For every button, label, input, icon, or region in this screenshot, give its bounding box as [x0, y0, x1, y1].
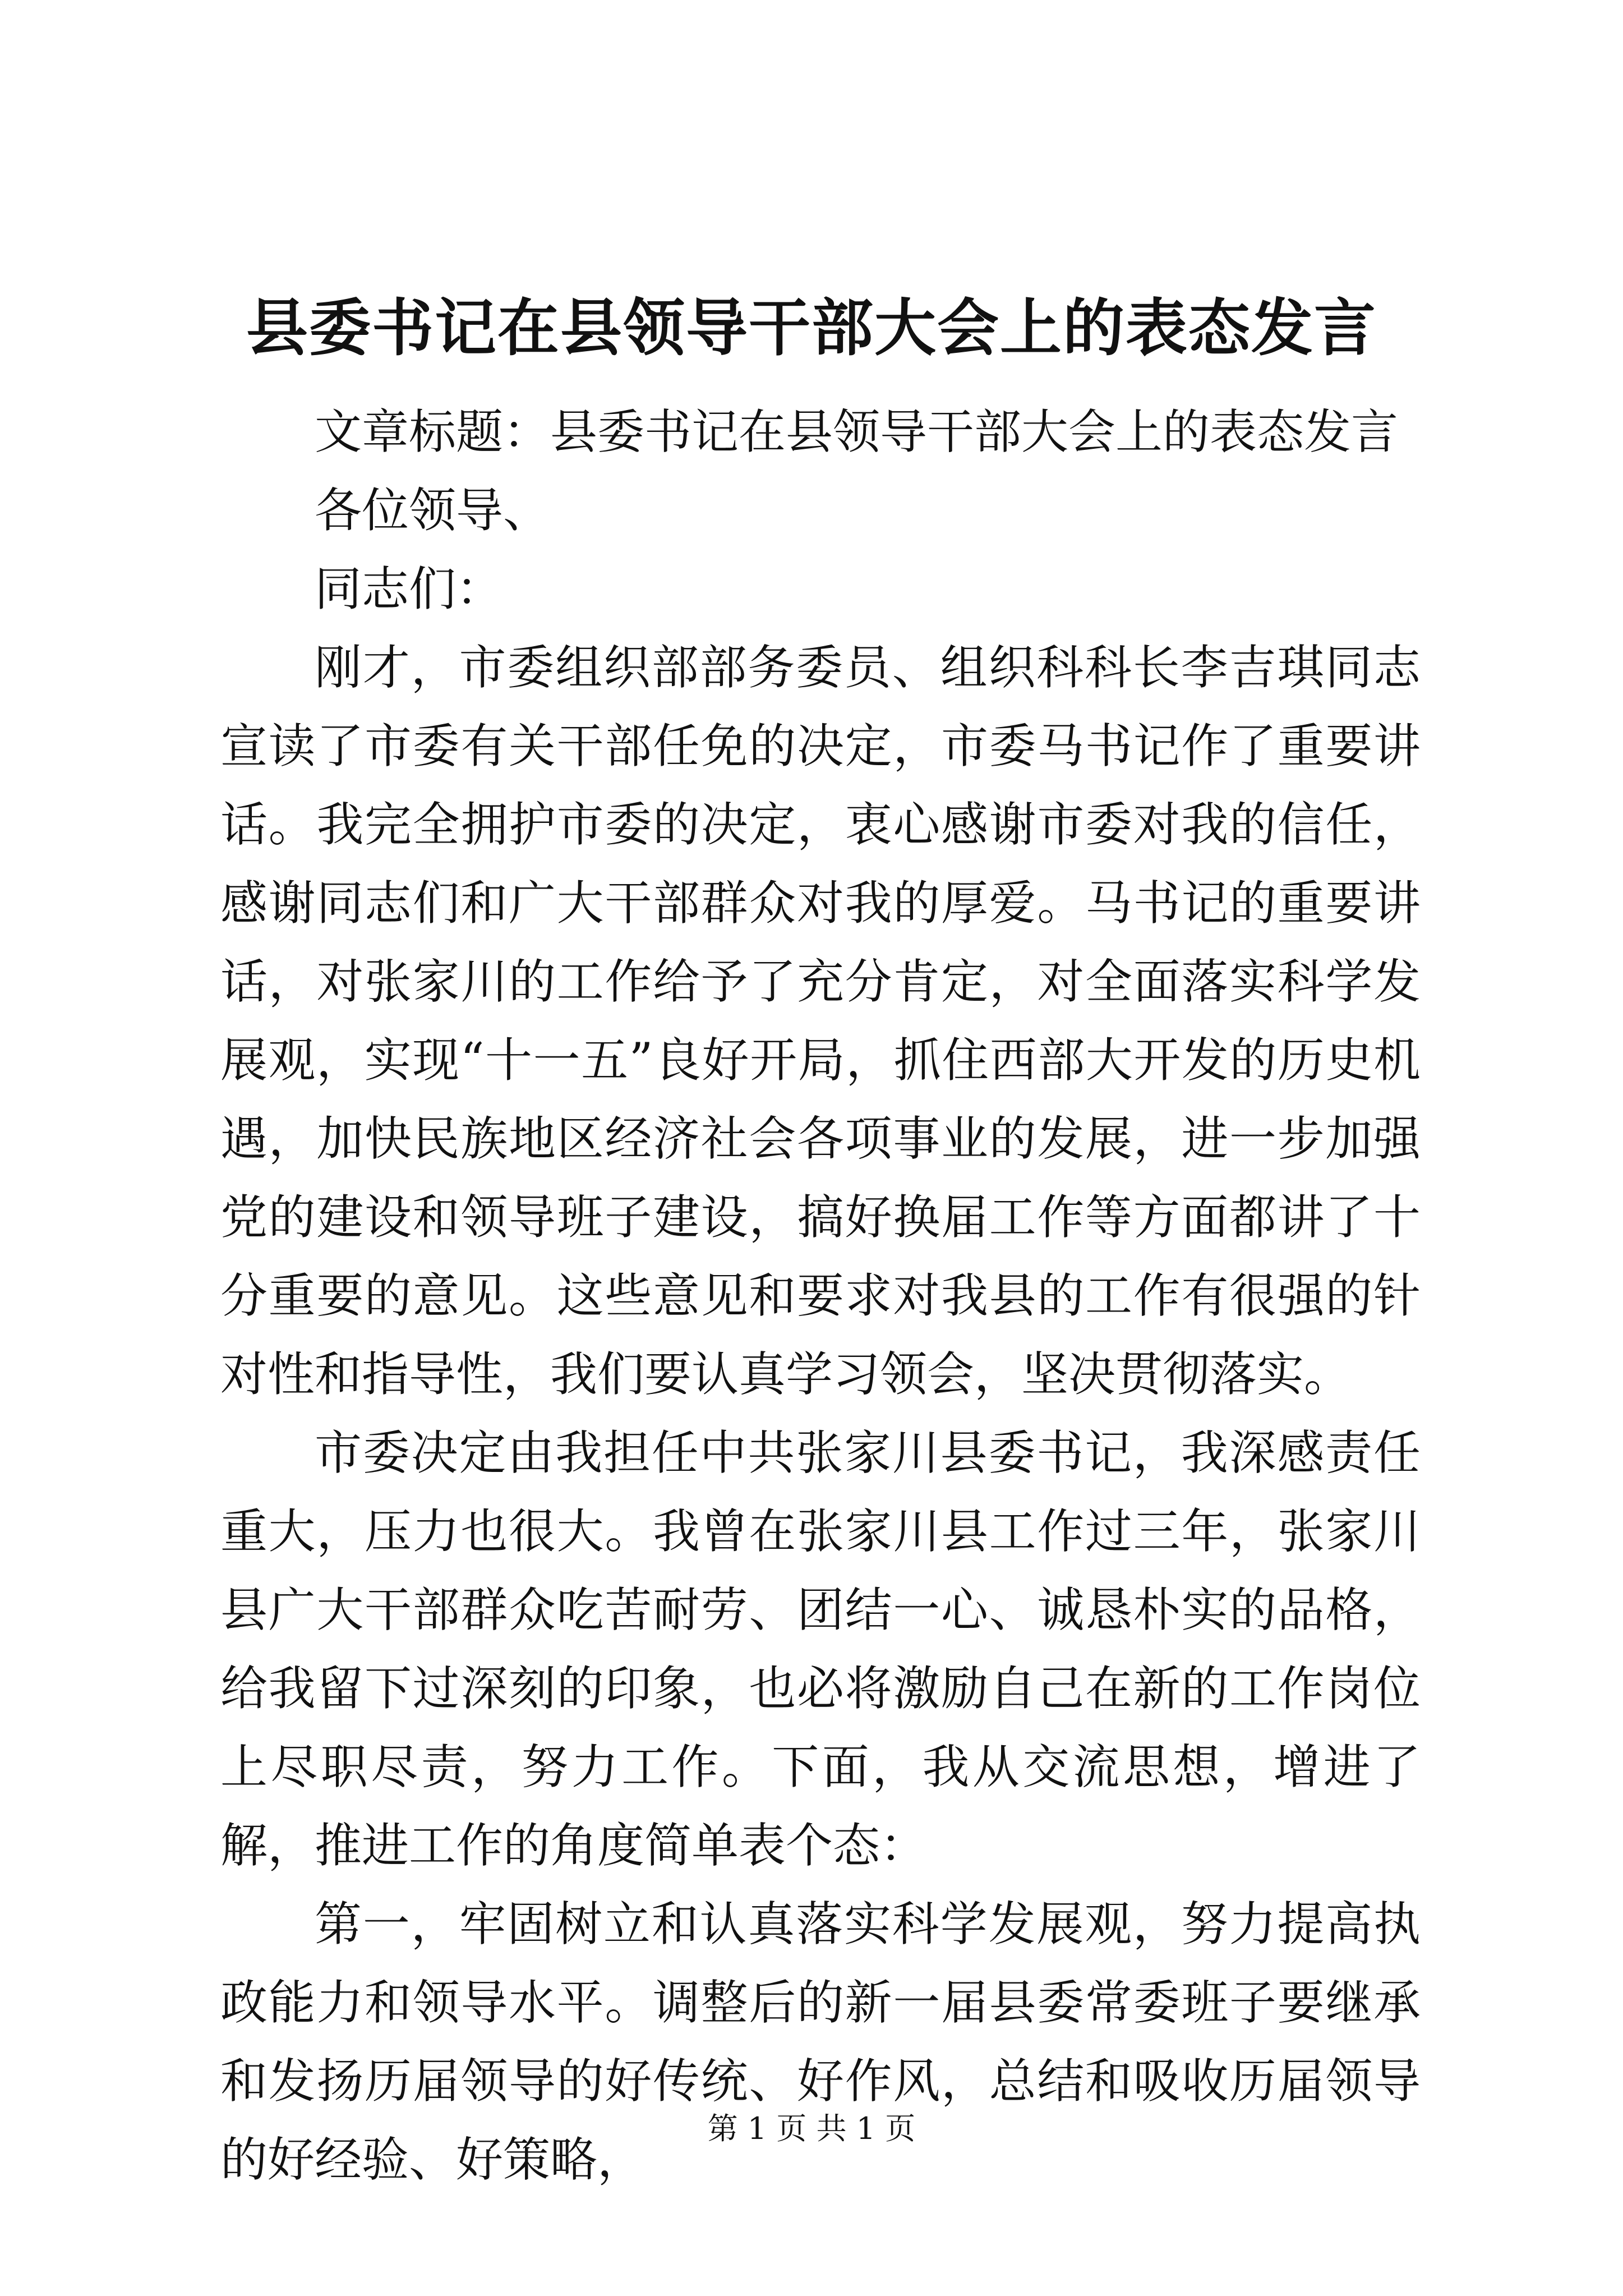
paragraph-body: 市委决定由我担任中共张家川县委书记，我深感责任重大，压力也很大。我曾在张家川县工作过三年，张家川县广大干部群众吃苦耐劳、团结一心、诚恳朴实的品格，给我留下过深刻的印象，也必将激励自己在新的工作岗位上尽职尽责，努力工作。下面，我从交流思想，增进了解，推进工作的角度简单表个态：	[220, 1425, 1421, 1873]
paragraph-salutation-comrades: 同志们：	[315, 562, 504, 616]
paragraph-body: 刚才，市委组织部部务委员、组织科科长李吉琪同志宣读了市委有关干部任免的决定，市委马书记作了重要讲话。我完全拥护市委的决定，衷心感谢市委对我的信任，感谢同志们和广大干部群众对我的厚爱。马书记的重要讲话，对张家川的工作给予了充分肯定，对全面落实科学发展观，实现“十一五”良好开局，抓住西部大开发的历史机遇，加快民族地区经济社会各项事业的发展，进一步加强党的建设和领导班子建设，搞好换届工作等方面都讲了十分重要的意见。这些意见和要求对我县的工作有很强的针对性和指导性，我们要认真学习领会，坚决贯彻落实。	[220, 640, 1421, 1402]
paragraph-article-title: 文章标题：县委书记在县领导干部大会上的表态发言	[315, 404, 1399, 459]
page-footer: 第 1 页 共 1 页	[707, 2111, 916, 2146]
document-title: 县委书记在县领导干部大会上的表态发言	[246, 292, 1377, 364]
paragraph-body: 第一，牢固树立和认真落实科学发展观，努力提高执政能力和领导水平。调整后的新一届县委常委班子要继承和发扬历届领导的好传统、好作风，总结和吸收历届领导的好经验、好策略，	[220, 1897, 1421, 2187]
document-body	[220, 393, 1421, 2199]
paragraph-salutation-leaders: 各位领导、	[315, 483, 551, 538]
